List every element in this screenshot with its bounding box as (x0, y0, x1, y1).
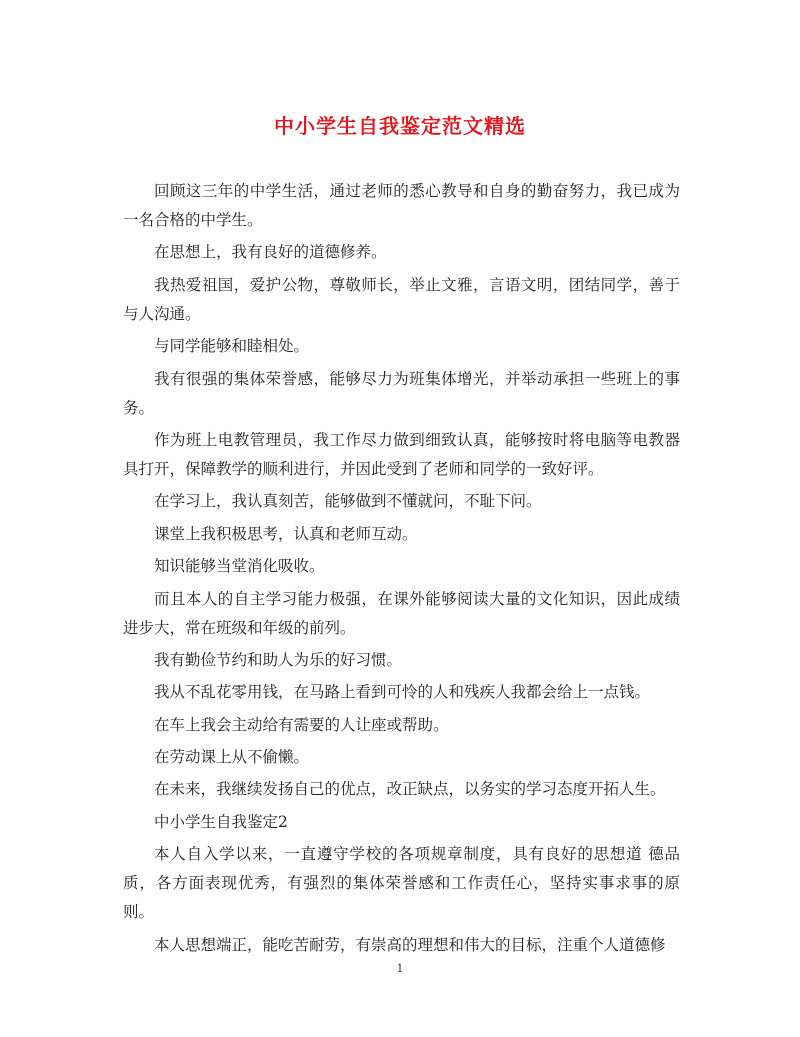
paragraph: 知识能够当堂消化吸收。 (154, 557, 325, 576)
paragraph: 与同学能够和睦相处。 (154, 337, 310, 356)
paragraph: 本人思想端正，能吃苦耐劳，有崇高的理想和伟大的目标，注重个人道德修 (154, 935, 666, 954)
section-heading: 中小学生自我鉴定2 (154, 812, 288, 831)
paragraph: 而且本人的自主学习能力极强，在课外能够阅读大量的文化知识，因此成绩进步大，常在班级和年级的前列。 (123, 589, 680, 637)
paragraph: 作为班上电教管理员，我工作尽力做到细致认真，能够按时将电脑等电教器具打开，保障教学的顺利进行，并因此受到了老师和同学的一致好评。 (123, 430, 680, 478)
paragraph: 在未来，我继续发扬自己的优点，改正缺点，以务实的学习态度开拓人生。 (154, 780, 666, 799)
paragraph: 我有很强的集体荣誉感，能够尽力为班集体增光，并举动承担一些班上的事务。 (123, 369, 680, 417)
document-title: 中小学生自我鉴定范文精选 (274, 114, 526, 138)
paragraph: 我热爱祖国，爱护公物，尊敬师长，举止文雅，言语文明，团结同学，善于与人沟通。 (123, 275, 680, 323)
page-number: 1 (396, 962, 404, 975)
document-body (123, 177, 680, 963)
paragraph: 回顾这三年的中学生活，通过老师的悉心教导和自身的勤奋努力，我已成为一名合格的中学生。 (123, 182, 680, 229)
paragraph: 我从不乱花零用钱，在马路上看到可怜的人和残疾人我都会给上一点钱。 (154, 683, 651, 702)
paragraph: 我有勤俭节约和助人为乐的好习惯。 (154, 650, 403, 669)
paragraph: 本人自入学以来，一直遵守学校的各项规章制度，具有良好的思想道 德品质，各方面表现优秀，有强烈的集体荣誉感和工作责任心，坚持实事求事的原则。 (123, 845, 680, 922)
paragraph: 课堂上我积极思考，认真和老师互动。 (154, 524, 418, 543)
paragraph: 在劳动课上从不偷懒。 (154, 748, 310, 767)
paragraph: 在学习上，我认真刻苦，能够做到不懂就问，不耻下问。 (154, 492, 542, 511)
paragraph: 在车上我会主动给有需要的人让座或帮助。 (154, 715, 449, 734)
paragraph: 在思想上，我有良好的道德修养。 (154, 243, 387, 262)
